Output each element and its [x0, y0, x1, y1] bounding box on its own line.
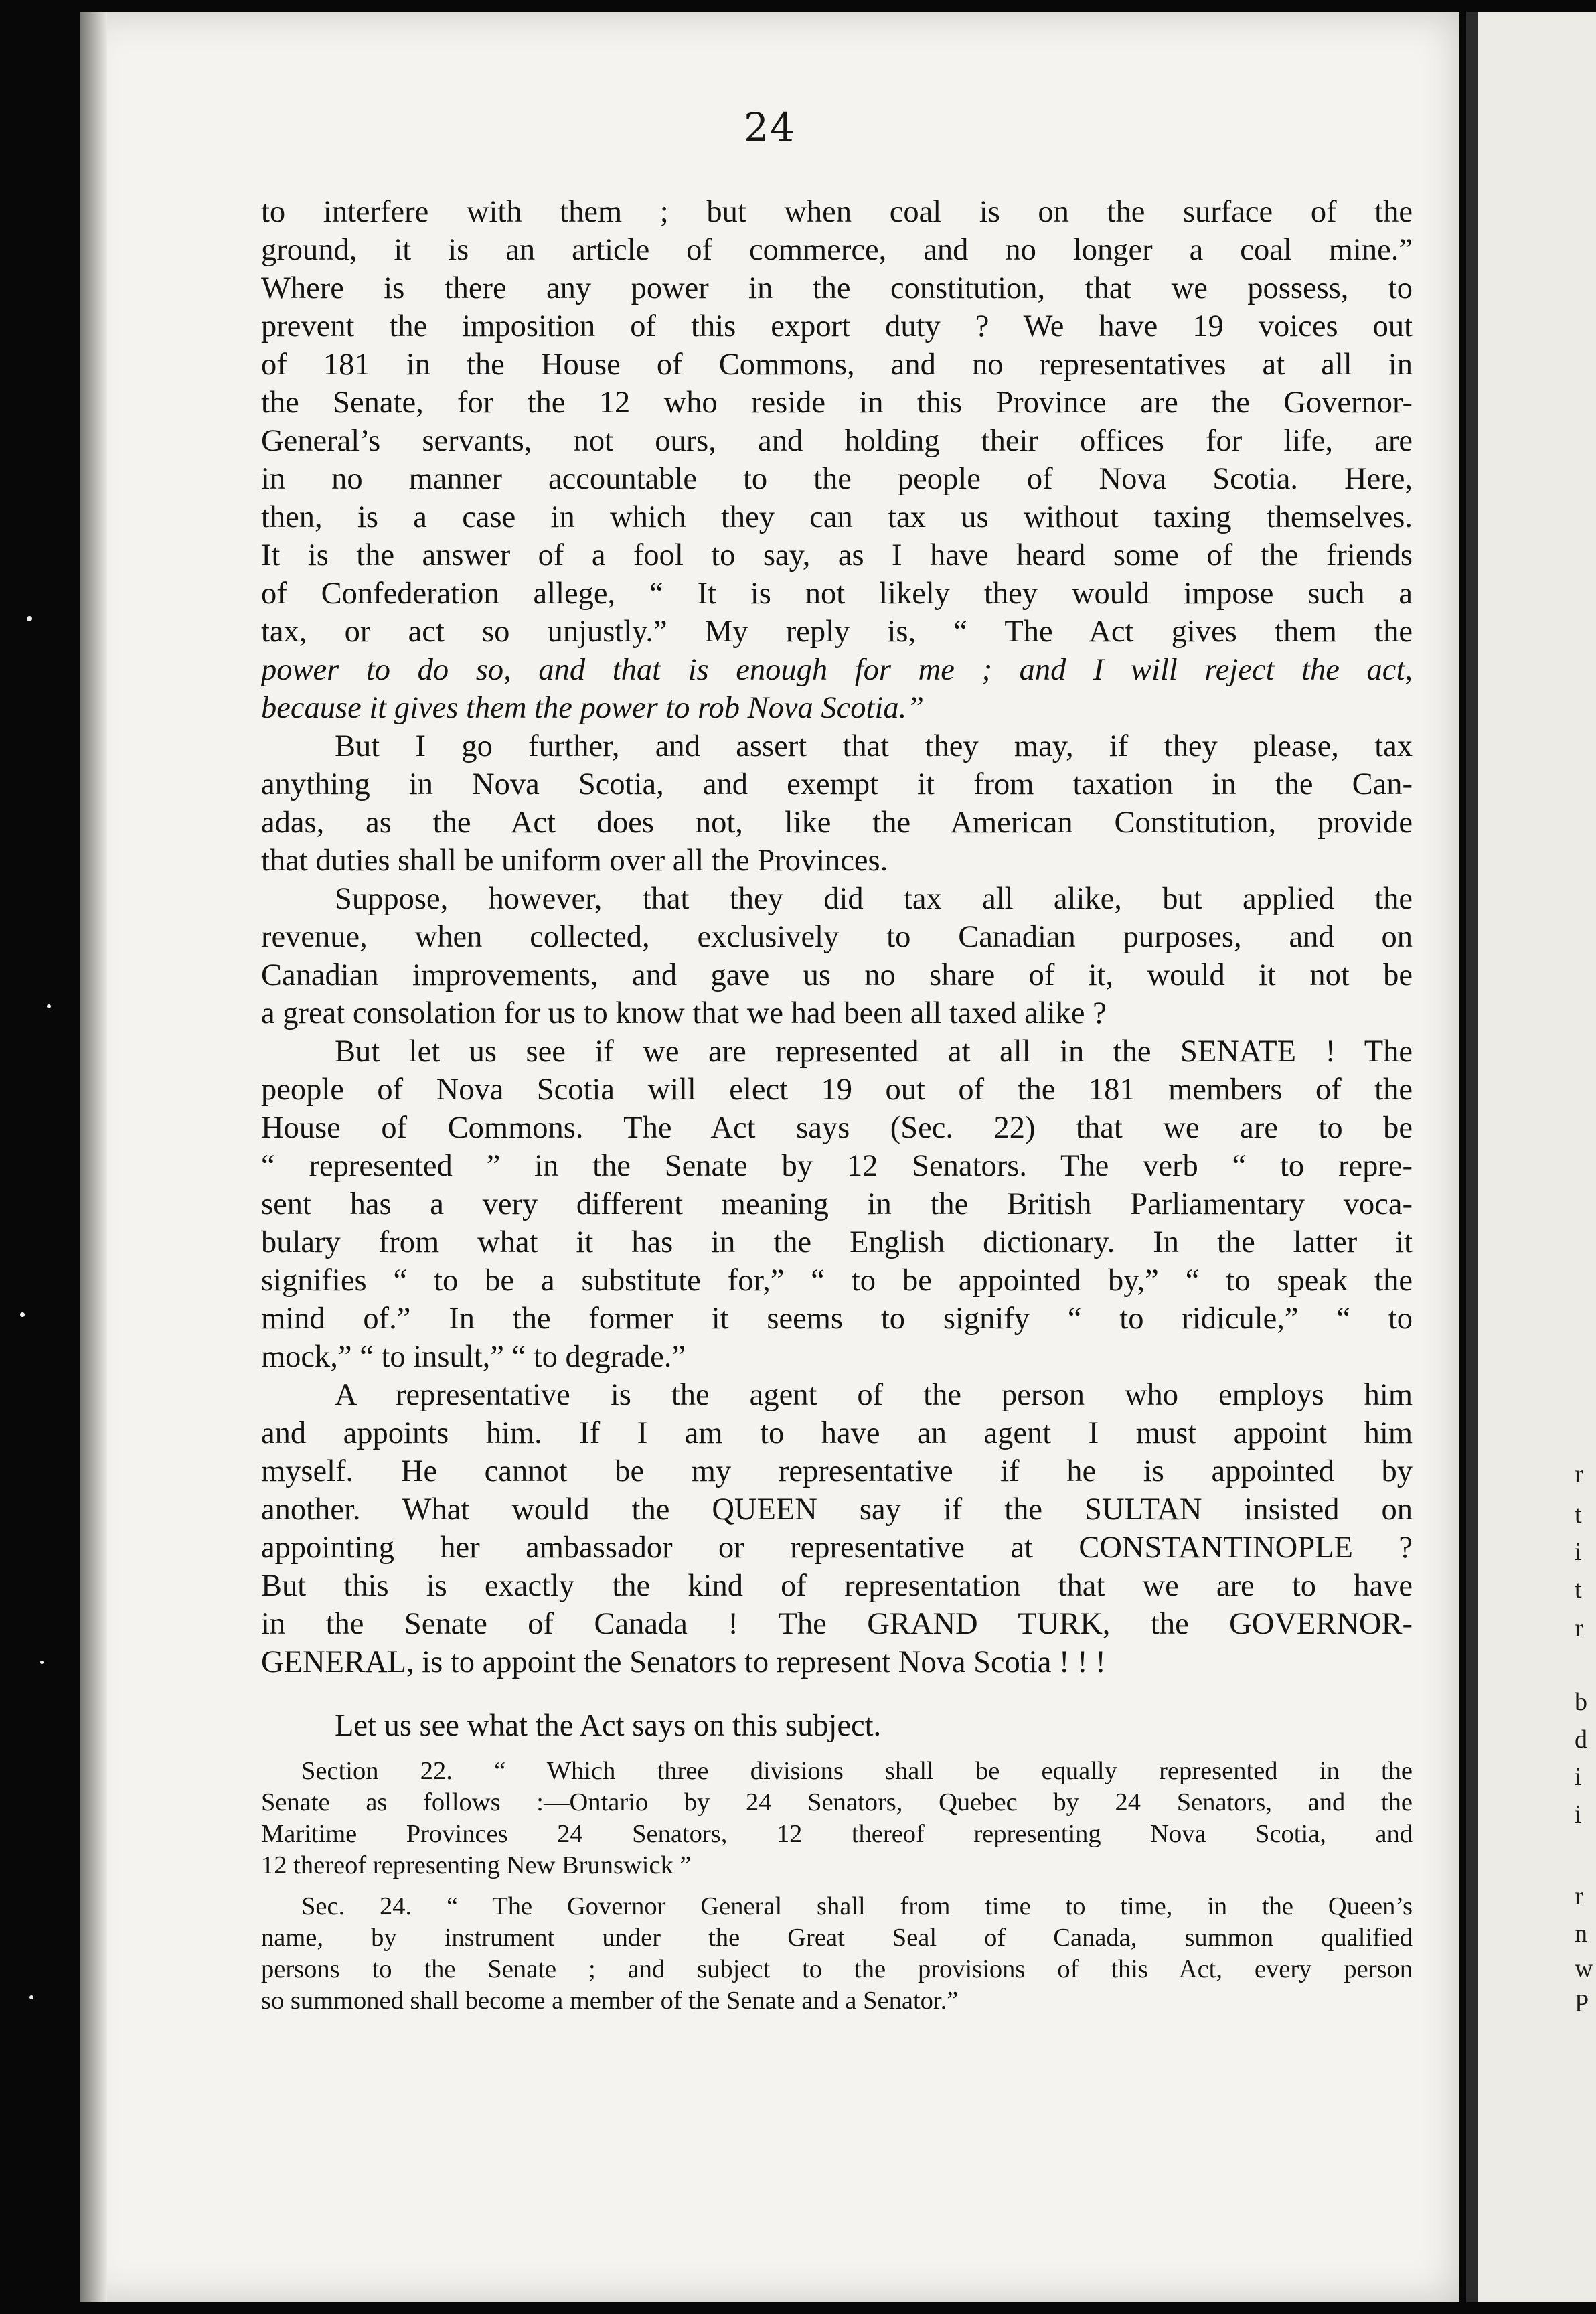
body-line: then, is a case in which they can tax us without taxing themselves. [261, 500, 1413, 534]
scan-speck [29, 1995, 33, 1999]
quote-line: Section 22. “ Which three divisions shall be equally represented in the [301, 1757, 1413, 1785]
paragraph-start: A representative is the agent of the person who employs him [335, 1378, 1413, 1412]
body-text [261, 193, 1413, 2017]
fragment-letter: r [1575, 1614, 1583, 1642]
quote-line: Senate as follows :—Ontario by 24 Senators, Quebec by 24 Senators, and the [261, 1788, 1413, 1817]
scan-speck [40, 1661, 44, 1664]
body-line: a great consolation for us to know that we had been all taxed alike ? [261, 996, 1107, 1030]
body-line: But this is exactly the kind of representation that we are to have [261, 1569, 1413, 1603]
body-line: prevent the imposition of this export duty ? We have 19 voices out [261, 309, 1413, 343]
body-line: people of Nova Scotia will elect 19 out of the 181 members of the [261, 1073, 1413, 1107]
body-line: Where is there any power in the constitution, that we possess, to [261, 271, 1413, 305]
body-line: anything in Nova Scotia, and exempt it from taxation in the Can- [261, 767, 1413, 801]
facing-page-fragments [1575, 0, 1595, 2314]
body-line: that duties shall be uniform over all the Provinces. [261, 844, 888, 878]
body-line: General’s servants, not ours, and holding their offices for life, are [261, 424, 1413, 458]
quote-line: so summoned shall become a member of the Senate and a Senator.” [261, 1987, 959, 2015]
fragment-letter: b [1575, 1688, 1587, 1716]
fragment-letter: i [1575, 1763, 1582, 1791]
paragraph-start: But let us see if we are represented at all in the SENATE ! The [335, 1034, 1413, 1069]
body-line: adas, as the Act does not, like the American Constitution, provide [261, 805, 1413, 840]
page-edge [80, 12, 107, 2302]
fragment-letter: r [1575, 1882, 1583, 1910]
statute-quotation [261, 1756, 1413, 2017]
body-line: ground, it is an article of commerce, and no longer a coal mine.” [261, 233, 1413, 267]
body-line: GENERAL, is to appoint the Senators to represent Nova Scotia ! ! ! [261, 1645, 1106, 1679]
quote-line: Maritime Provinces 24 Senators, 12 thereof representing Nova Scotia, and [261, 1820, 1413, 1848]
body-line: bulary from what it has in the English dictionary. In the latter it [261, 1225, 1413, 1259]
paragraph-start: Suppose, however, that they did tax all alike, but applied the [335, 882, 1413, 916]
fragment-letter: i [1575, 1800, 1582, 1829]
scan-speck [27, 616, 32, 621]
body-line: in no manner accountable to the people of Nova Scotia. Here, [261, 462, 1413, 496]
body-line: appointing her ambassador or representative at CONSTANTINOPLE ? [261, 1531, 1413, 1565]
paragraph-start: Let us see what the Act says on this subject. [335, 1709, 882, 1743]
body-line: mind of.” In the former it seems to signify “ to ridicule,” “ to [261, 1302, 1413, 1336]
fragment-letter: n [1575, 1920, 1587, 1948]
body-line: power to do so, and that is enough for me ; and I will reject the act, [261, 653, 1413, 687]
body-line: of Confederation allege, “ It is not likely they would impose such a [261, 576, 1413, 611]
fragment-letter: r [1575, 1460, 1583, 1488]
book-page [80, 12, 1459, 2302]
scan-speck [47, 1004, 51, 1008]
body-line: and appoints him. If I am to have an agent I must appoint him [261, 1416, 1413, 1450]
fragment-letter: t [1575, 1575, 1582, 1604]
body-line: It is the answer of a fool to say, as I have heard some of the friends [261, 538, 1413, 572]
quote-line: name, by instrument under the Great Seal of Canada, summon qualified [261, 1924, 1413, 1952]
body-line: Canadian improvements, and gave us no share of it, would it not be [261, 958, 1413, 992]
fragment-letter: d [1575, 1725, 1587, 1754]
body-line: “ represented ” in the Senate by 12 Senators. The verb “ to repre- [261, 1149, 1413, 1183]
quote-line: 12 thereof representing New Brunswick ” [261, 1851, 692, 1879]
scan-speck [20, 1312, 25, 1317]
quote-line: persons to the Senate ; and subject to the provisions of this Act, every person [261, 1955, 1413, 1983]
body-line: tax, or act so unjustly.” My reply is, “ The Act gives them the [261, 615, 1413, 649]
fragment-letter: i [1575, 1538, 1582, 1566]
fragment-letter: t [1575, 1500, 1582, 1529]
paragraph-start: But I go further, and assert that they may, if they please, tax [335, 729, 1413, 763]
page-number: 24 [744, 104, 796, 150]
body-line: another. What would the QUEEN say if the SULTAN insisted on [261, 1492, 1413, 1527]
body-line: because it gives them the power to rob Nova Scotia.” [261, 691, 925, 725]
body-line: in the Senate of Canada ! The GRAND TURK, the GOVERNOR- [261, 1607, 1413, 1641]
body-line: to interfere with them ; but when coal is on the surface of the [261, 195, 1413, 229]
fragment-letter: w [1575, 1954, 1593, 1983]
body-line: revenue, when collected, exclusively to Canadian purposes, and on [261, 920, 1413, 954]
body-line: mock,” “ to insult,” “ to degrade.” [261, 1340, 686, 1374]
body-line: the Senate, for the 12 who reside in this Province are the Governor- [261, 386, 1413, 420]
body-line: signifies “ to be a substitute for,” “ to be appointed by,” “ to speak the [261, 1263, 1413, 1298]
body-line: House of Commons. The Act says (Sec. 22) that we are to be [261, 1111, 1413, 1145]
body-line: sent has a very different meaning in the British Parliamentary voca- [261, 1187, 1413, 1221]
fragment-letter: P [1575, 1989, 1589, 2017]
body-line: of 181 in the House of Commons, and no representatives at all in [261, 348, 1413, 382]
body-line: myself. He cannot be my representative if he is appointed by [261, 1454, 1413, 1488]
quote-line: Sec. 24. “ The Governor General shall from time to time, in the Queen’s [301, 1892, 1413, 1920]
page-gutter [1466, 12, 1478, 2302]
